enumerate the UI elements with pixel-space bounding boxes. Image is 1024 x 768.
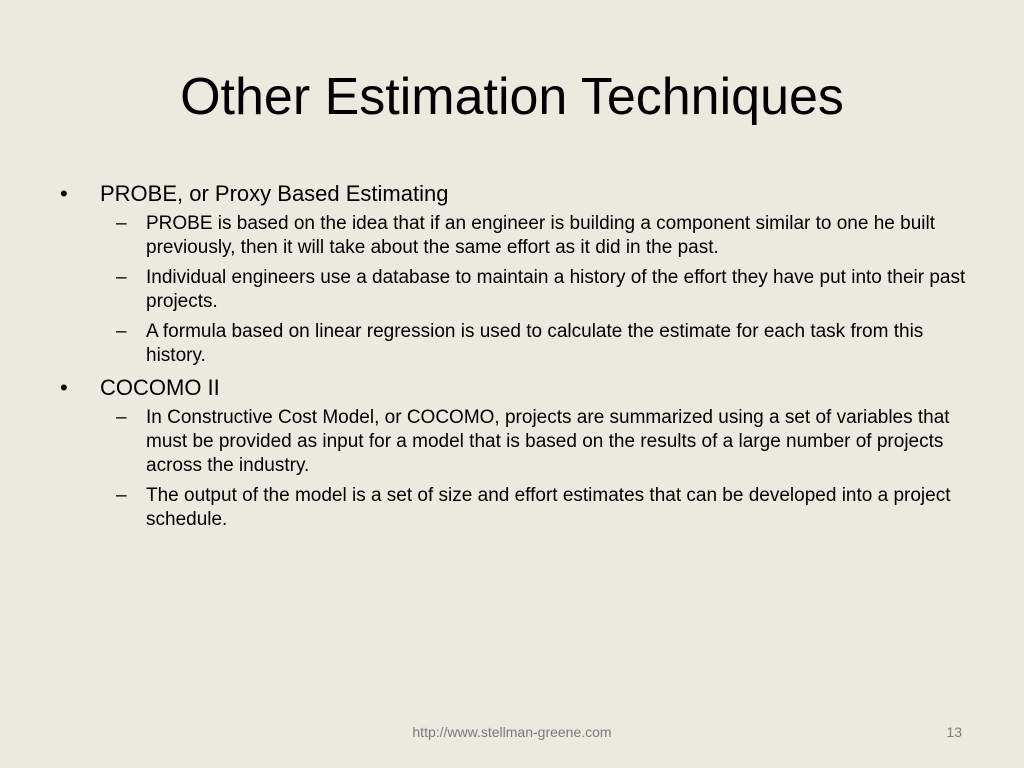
sub-bullet-list xyxy=(56,212,966,368)
bullet-item xyxy=(56,180,966,208)
bullet-text: COCOMO II xyxy=(100,375,220,400)
bullet-item xyxy=(56,374,966,402)
page-number: 13 xyxy=(946,724,962,740)
slide-title: Other Estimation Techniques xyxy=(180,68,844,126)
footer-url: http://www.stellman-greene.com xyxy=(412,724,612,740)
sub-bullet-item xyxy=(116,266,966,314)
bullet-text: PROBE, or Proxy Based Estimating xyxy=(100,181,449,206)
sub-bullet-item xyxy=(116,406,966,478)
sub-bullet-item xyxy=(116,320,966,368)
sub-bullet-marker: – xyxy=(116,213,127,234)
sub-bullet-marker: – xyxy=(116,407,127,428)
sub-bullet-text: A formula based on linear regression is used to calculate the estimate for each task from this history. xyxy=(146,321,924,366)
bullet-marker: • xyxy=(60,181,68,206)
sub-bullet-marker: – xyxy=(116,321,127,342)
sub-bullet-item xyxy=(116,484,966,532)
slide-body xyxy=(56,180,966,538)
bullet-marker: • xyxy=(60,375,68,400)
sub-bullet-text: In Constructive Cost Model, or COCOMO, projects are summarized using a set of variables that must be provided as input for a model that is based on the results of a large number of projects across the industry. xyxy=(146,407,950,476)
sub-bullet-marker: – xyxy=(116,267,127,288)
sub-bullet-text: Individual engineers use a database to maintain a history of the effort they have put into their past projects. xyxy=(146,267,966,312)
sub-bullet-item xyxy=(116,212,966,260)
sub-bullet-text: PROBE is based on the idea that if an engineer is building a component similar to one he built previously, then it will take about the same effort as it did in the past. xyxy=(146,213,935,258)
sub-bullet-text: The output of the model is a set of size and effort estimates that can be developed into a project schedule. xyxy=(146,485,951,530)
sub-bullet-marker: – xyxy=(116,485,127,506)
sub-bullet-list xyxy=(56,406,966,532)
